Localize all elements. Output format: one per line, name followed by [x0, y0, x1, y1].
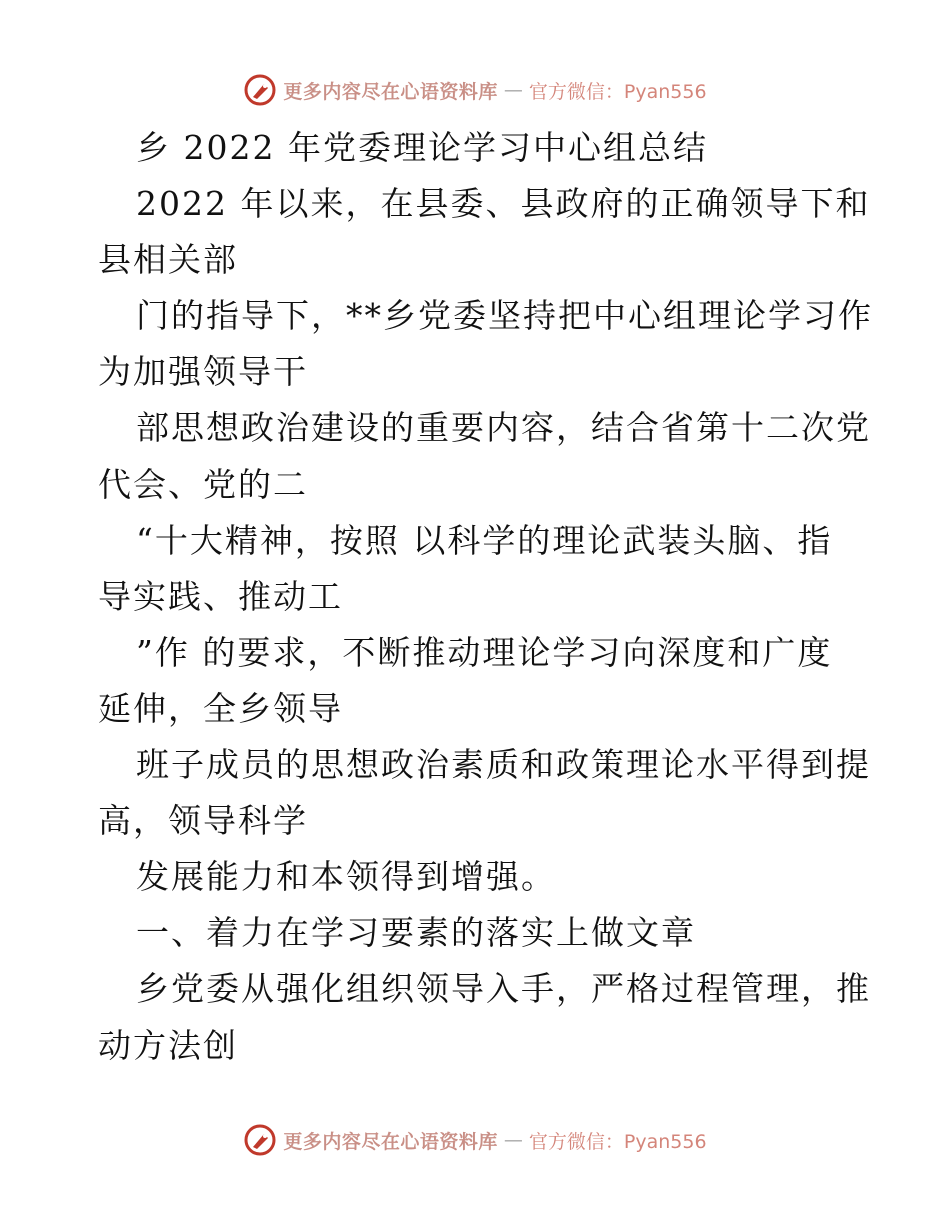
- document-body: [98, 120, 873, 1074]
- watermark-brand: 更多内容尽在心语资料库: [283, 1130, 498, 1153]
- paragraph-line: 发展能力和本领得到增强。: [136, 857, 556, 897]
- paragraph-line: 部思想政治建设的重要内容，结合省第十二次党: [136, 408, 871, 448]
- paragraph-line: 导实践、推动工: [98, 576, 343, 616]
- watermark-dash: —: [503, 79, 523, 101]
- document-title: 乡 2022 年党委理论学习中心组总结: [136, 128, 708, 167]
- paragraph-line: 动方法创: [98, 1025, 238, 1065]
- paragraph-line: 班子成员的思想政治素质和政策理论水平得到提: [136, 745, 871, 785]
- watermark-dash: —: [503, 1129, 523, 1151]
- paragraph-line: 门的指导下，**乡党委坚持把中心组理论学习作: [136, 296, 873, 336]
- watermark-header: [0, 70, 950, 110]
- paragraph-line: 为加强领导干: [98, 352, 308, 392]
- paragraph-line: 延伸，全乡领导: [98, 688, 343, 728]
- watermark-contact: 官方微信：Pyan556: [528, 80, 707, 103]
- paragraph-line: 2022 年以来，在县委、县政府的正确领导下和: [136, 184, 871, 224]
- paragraph-line: ”作 的要求，不断推动理论学习向深度和广度: [136, 632, 833, 672]
- section-heading: 一、着力在学习要素的落实上做文章: [136, 913, 696, 953]
- watermark-footer: [0, 1120, 950, 1160]
- watermark-contact: 官方微信：Pyan556: [528, 1130, 707, 1153]
- paragraph-line: 县相关部: [98, 240, 238, 280]
- paragraph-line: “十大精神，按照 以科学的理论武装头脑、指: [136, 520, 833, 560]
- watermark-brand: 更多内容尽在心语资料库: [283, 80, 498, 103]
- paragraph-line: 高，领导科学: [98, 801, 308, 841]
- pen-nib-circle-icon: [243, 73, 277, 107]
- paragraph-line: 乡党委从强化组织领导入手，严格过程管理，推: [136, 969, 871, 1009]
- paragraph-line: 代会、党的二: [98, 464, 308, 504]
- pen-nib-circle-icon: [243, 1123, 277, 1157]
